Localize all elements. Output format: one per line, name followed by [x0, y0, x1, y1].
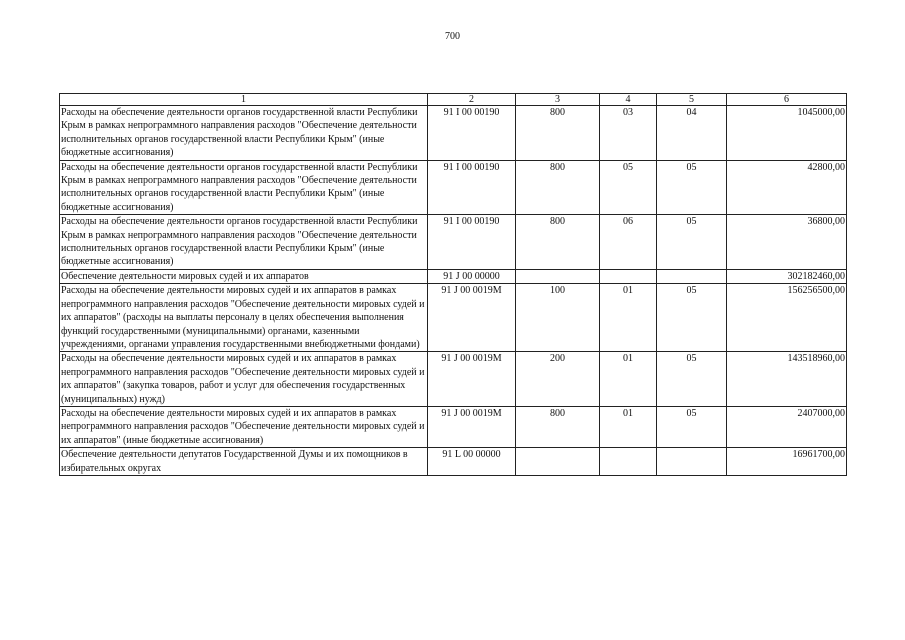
- column-number-row: [60, 94, 847, 106]
- subsection-code: 05: [657, 352, 727, 407]
- subsection-code: [657, 269, 727, 283]
- amount: 16961700,00: [727, 448, 847, 476]
- amount: 36800,00: [727, 215, 847, 270]
- target-code: 91 I 00 00190: [428, 215, 516, 270]
- amount: 156256500,00: [727, 284, 847, 352]
- expense-type: 800: [516, 215, 600, 270]
- target-code: 91 L 00 00000: [428, 448, 516, 476]
- column-header: 3: [516, 94, 600, 106]
- table-row: [60, 160, 847, 215]
- expense-type: [516, 269, 600, 283]
- table-row: [60, 269, 847, 283]
- amount: 1045000,00: [727, 106, 847, 161]
- column-header: 6: [727, 94, 847, 106]
- expense-name: Расходы на обеспечение деятельности органов государственной власти Республики Крым в рамках непрограммного направления расходов "Обеспечение деятельности исполнительных органов государственной власти Республики Крым" (иные бюджетные ассигнования): [60, 215, 428, 270]
- expense-type: 800: [516, 106, 600, 161]
- column-header: 2: [428, 94, 516, 106]
- table-row: [60, 284, 847, 352]
- section-code: 01: [600, 284, 657, 352]
- expense-name: Расходы на обеспечение деятельности органов государственной власти Республики Крым в рамках непрограммного направления расходов "Обеспечение деятельности исполнительных органов государственной власти Республики Крым" (иные бюджетные ассигнования): [60, 160, 428, 215]
- section-code: 03: [600, 106, 657, 161]
- target-code: 91 I 00 00190: [428, 160, 516, 215]
- expense-name: Расходы на обеспечение деятельности мировых судей и их аппаратов в рамках непрограммного направления расходов "Обеспечение деятельности мировых судей и их аппаратов" (иные бюджетные ассигнования): [60, 406, 428, 447]
- expense-type: 800: [516, 160, 600, 215]
- target-code: 91 I 00 00190: [428, 106, 516, 161]
- subsection-code: 04: [657, 106, 727, 161]
- section-code: [600, 448, 657, 476]
- subsection-code: [657, 448, 727, 476]
- table-row: [60, 352, 847, 407]
- section-code: 01: [600, 406, 657, 447]
- expense-type: 200: [516, 352, 600, 407]
- section-code: 05: [600, 160, 657, 215]
- subsection-code: 05: [657, 160, 727, 215]
- expense-name: Расходы на обеспечение деятельности мировых судей и их аппаратов в рамках непрограммного направления расходов "Обеспечение деятельности мировых судей и их аппаратов" (расходы на выплаты персоналу в целях обеспечения выполнения функций государственными (муниципальными) органами, казенными учреждениями, органами управления государственными внебюджетными фондами): [60, 284, 428, 352]
- amount: 302182460,00: [727, 269, 847, 283]
- amount: 42800,00: [727, 160, 847, 215]
- table-row: [60, 106, 847, 161]
- expense-name: Расходы на обеспечение деятельности органов государственной власти Республики Крым в рамках непрограммного направления расходов "Обеспечение деятельности исполнительных органов государственной власти Республики Крым" (иные бюджетные ассигнования): [60, 106, 428, 161]
- expense-name: Обеспечение деятельности депутатов Государственной Думы и их помощников в избирательных округах: [60, 448, 428, 476]
- budget-table: [59, 93, 847, 476]
- expense-name: Обеспечение деятельности мировых судей и их аппаратов: [60, 269, 428, 283]
- column-header: 1: [60, 94, 428, 106]
- expense-type: [516, 448, 600, 476]
- expense-type: 100: [516, 284, 600, 352]
- subsection-code: 05: [657, 215, 727, 270]
- section-code: 01: [600, 352, 657, 407]
- target-code: 91 J 00 00000: [428, 269, 516, 283]
- table-row: [60, 215, 847, 270]
- section-code: [600, 269, 657, 283]
- target-code: 91 J 00 0019M: [428, 284, 516, 352]
- target-code: 91 J 00 0019M: [428, 352, 516, 407]
- amount: 2407000,00: [727, 406, 847, 447]
- section-code: 06: [600, 215, 657, 270]
- target-code: 91 J 00 0019M: [428, 406, 516, 447]
- page-number: 700: [445, 31, 460, 42]
- table-row: [60, 406, 847, 447]
- amount: 143518960,00: [727, 352, 847, 407]
- subsection-code: 05: [657, 406, 727, 447]
- expense-type: 800: [516, 406, 600, 447]
- expense-name: Расходы на обеспечение деятельности мировых судей и их аппаратов в рамках непрограммного направления расходов "Обеспечение деятельности мировых судей и их аппаратов" (закупка товаров, работ и услуг для обеспечения государственных (муниципальных) нужд): [60, 352, 428, 407]
- column-header: 5: [657, 94, 727, 106]
- subsection-code: 05: [657, 284, 727, 352]
- column-header: 4: [600, 94, 657, 106]
- table-row: [60, 448, 847, 476]
